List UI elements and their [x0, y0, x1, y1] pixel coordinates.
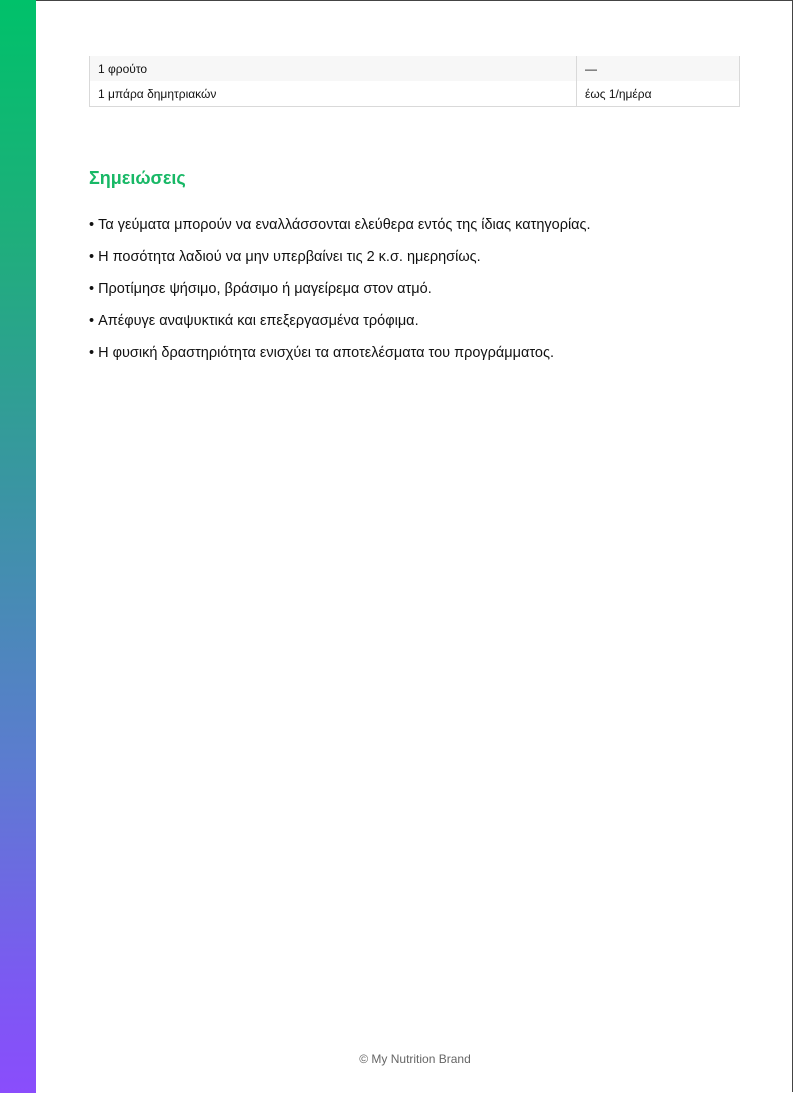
- portion-table: [89, 56, 740, 107]
- table-cell-food: 1 μπάρα δημητριακών: [90, 81, 577, 107]
- list-item: [89, 246, 749, 278]
- bullet-icon: •: [89, 249, 95, 265]
- table-row: [90, 81, 740, 107]
- table-cell-limit: έως 1/ημέρα: [577, 81, 740, 107]
- list-item: [89, 214, 749, 246]
- decorative-side-bar: [0, 0, 36, 1093]
- bullet-icon: •: [89, 281, 95, 297]
- bullet-icon: •: [89, 313, 95, 329]
- notes-list: [89, 214, 749, 374]
- table-cell-limit: —: [577, 56, 740, 81]
- bullet-icon: •: [89, 217, 95, 233]
- note-text: Η φυσική δραστηριότητα ενισχύει τα αποτελέσματα του προγράμματος.: [98, 345, 554, 361]
- list-item: [89, 342, 749, 374]
- note-text: Η ποσότητα λαδιού να μην υπερβαίνει τις 2 κ.σ. ημερησίως.: [98, 249, 481, 265]
- note-text: Προτίμησε ψήσιμο, βράσιμο ή μαγείρεμα στον ατμό.: [98, 281, 432, 297]
- table-row: [90, 56, 740, 81]
- portion-table-section: [89, 56, 740, 107]
- page-footer: © My Nutrition Brand: [359, 1052, 471, 1066]
- table-cell-food: 1 φρούτο: [90, 56, 577, 81]
- list-item: [89, 310, 749, 342]
- bullet-icon: •: [89, 345, 95, 361]
- note-text: Απέφυγε αναψυκτικά και επεξεργασμένα τρόφιμα.: [98, 313, 419, 329]
- notes-heading: Σημειώσεις: [89, 168, 186, 188]
- list-item: [89, 278, 749, 310]
- note-text: Τα γεύματα μπορούν να εναλλάσσονται ελεύθερα εντός της ίδιας κατηγορίας.: [98, 217, 591, 233]
